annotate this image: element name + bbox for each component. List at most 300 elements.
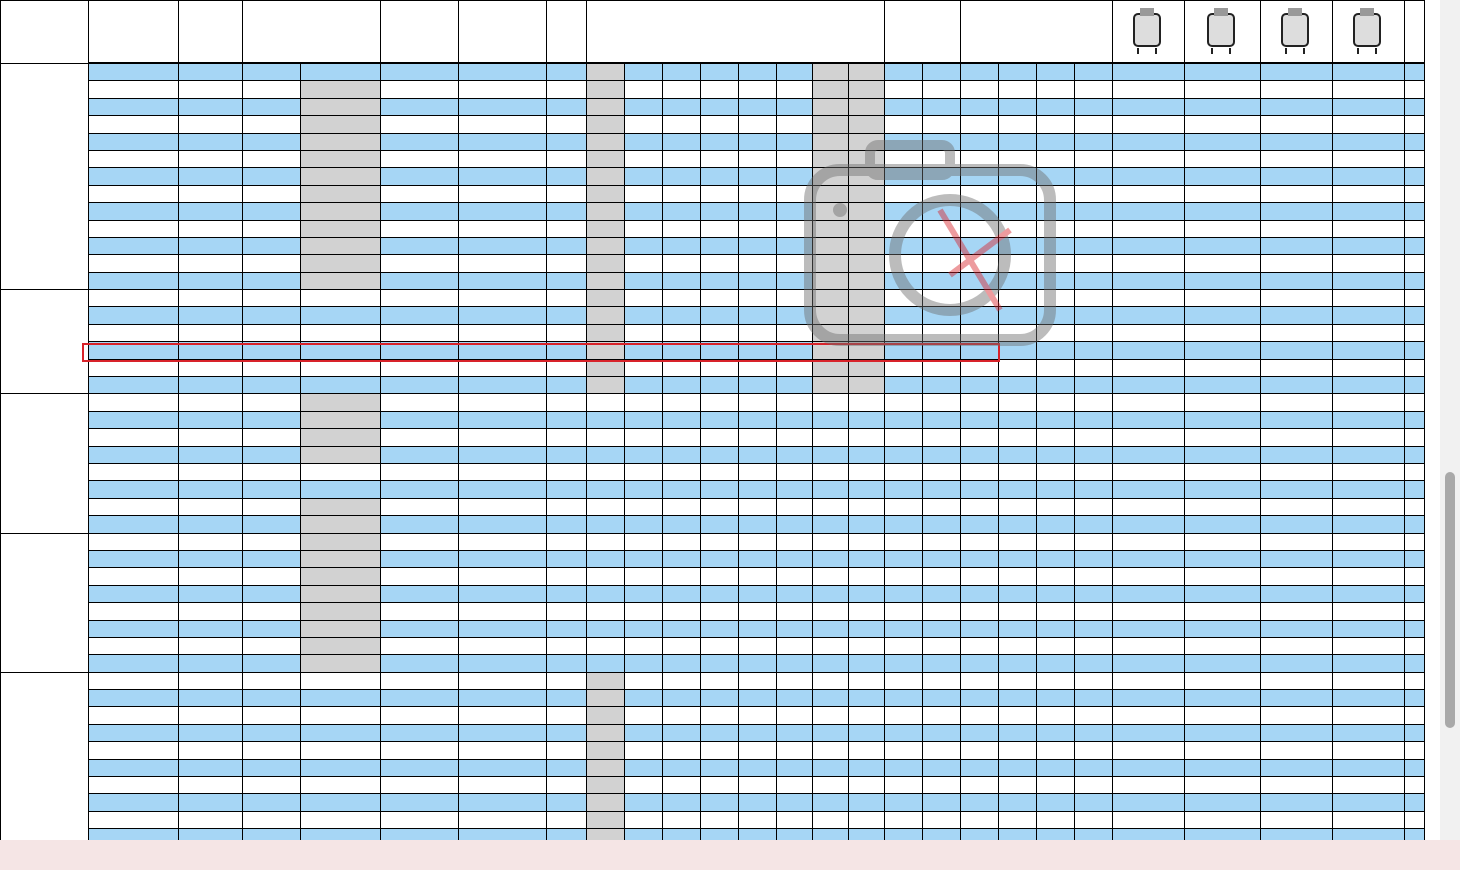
table-cell xyxy=(701,237,739,254)
table-cell xyxy=(381,446,459,463)
table-cell xyxy=(243,811,301,828)
table-cell xyxy=(701,220,739,237)
table-cell xyxy=(243,516,301,533)
table-row xyxy=(1,637,1425,654)
table-cell xyxy=(923,655,961,672)
table-cell xyxy=(243,133,301,150)
table-row xyxy=(1,133,1425,150)
table-cell xyxy=(1333,185,1405,202)
table-cell xyxy=(701,585,739,602)
table-cell xyxy=(1185,359,1261,376)
table-cell xyxy=(1333,672,1405,689)
table-cell xyxy=(625,759,663,776)
table-cell xyxy=(1261,759,1333,776)
table-cell xyxy=(625,133,663,150)
table-cell xyxy=(663,64,701,81)
table-cell xyxy=(587,811,625,828)
table-cell xyxy=(1037,290,1075,307)
table-cell xyxy=(777,585,813,602)
table-cell xyxy=(1405,429,1425,446)
table-cell xyxy=(1333,411,1405,428)
table-cell xyxy=(923,690,961,707)
table-cell xyxy=(459,620,547,637)
hdr-blank xyxy=(547,1,587,63)
table-cell xyxy=(923,550,961,567)
table-cell xyxy=(1185,150,1261,167)
table-row xyxy=(1,516,1425,533)
table-cell xyxy=(1333,394,1405,411)
table-cell xyxy=(1333,377,1405,394)
table-cell xyxy=(547,290,587,307)
table-cell xyxy=(849,377,885,394)
table-cell xyxy=(849,237,885,254)
table-cell xyxy=(777,811,813,828)
table-cell xyxy=(961,777,999,794)
table-cell xyxy=(547,377,587,394)
hdr-blank xyxy=(179,1,243,63)
table-cell xyxy=(999,342,1037,359)
table-cell xyxy=(885,498,923,515)
table-cell xyxy=(547,533,587,550)
table-cell xyxy=(301,98,381,115)
table-cell xyxy=(1113,429,1185,446)
table-cell xyxy=(813,533,849,550)
table-cell xyxy=(547,585,587,602)
table-cell xyxy=(1113,742,1185,759)
table-cell xyxy=(885,585,923,602)
table-cell xyxy=(587,150,625,167)
table-cell xyxy=(587,742,625,759)
table-cell xyxy=(961,307,999,324)
table-cell xyxy=(1113,655,1185,672)
footer-bar xyxy=(0,840,1460,870)
table-cell xyxy=(1333,498,1405,515)
table-cell xyxy=(739,585,777,602)
table-cell xyxy=(625,603,663,620)
table-cell xyxy=(777,777,813,794)
table-cell xyxy=(739,394,777,411)
table-cell xyxy=(1185,724,1261,741)
table-cell xyxy=(625,429,663,446)
model-cell xyxy=(89,498,179,515)
table-cell xyxy=(1075,359,1113,376)
hdr-icon-cell xyxy=(1113,1,1185,63)
table-cell xyxy=(1405,777,1425,794)
table-cell xyxy=(301,307,381,324)
table-cell xyxy=(923,150,961,167)
hdr-blank xyxy=(459,1,547,63)
table-cell xyxy=(179,64,243,81)
table-cell xyxy=(1113,707,1185,724)
table-cell xyxy=(587,394,625,411)
table-cell xyxy=(849,637,885,654)
table-cell xyxy=(459,98,547,115)
table-cell xyxy=(961,342,999,359)
table-cell xyxy=(777,116,813,133)
table-cell xyxy=(1113,724,1185,741)
table-cell xyxy=(381,342,459,359)
table-cell xyxy=(1075,133,1113,150)
table-cell xyxy=(381,429,459,446)
table-cell xyxy=(179,516,243,533)
table-cell xyxy=(459,777,547,794)
table-cell xyxy=(179,116,243,133)
table-cell xyxy=(1037,272,1075,289)
table-cell xyxy=(243,203,301,220)
table-cell xyxy=(849,794,885,811)
table-cell xyxy=(547,707,587,724)
table-cell xyxy=(1405,603,1425,620)
table-cell xyxy=(961,533,999,550)
table-cell xyxy=(777,185,813,202)
table-cell xyxy=(1333,585,1405,602)
table-cell xyxy=(961,481,999,498)
table-cell xyxy=(701,394,739,411)
table-cell xyxy=(813,133,849,150)
table-cell xyxy=(547,324,587,341)
table-cell xyxy=(777,463,813,480)
table-cell xyxy=(701,446,739,463)
table-cell xyxy=(381,794,459,811)
table-cell xyxy=(587,498,625,515)
table-cell xyxy=(923,446,961,463)
table-cell xyxy=(885,603,923,620)
table-cell xyxy=(1185,603,1261,620)
table-cell xyxy=(1261,272,1333,289)
table-cell xyxy=(961,272,999,289)
table-cell xyxy=(923,81,961,98)
model-cell xyxy=(89,342,179,359)
table-cell xyxy=(1037,411,1075,428)
table-cell xyxy=(459,64,547,81)
ext-temp-header xyxy=(243,1,381,63)
table-cell xyxy=(777,220,813,237)
table-cell xyxy=(179,603,243,620)
table-cell xyxy=(739,603,777,620)
table-cell xyxy=(777,324,813,341)
table-cell xyxy=(663,220,701,237)
table-cell xyxy=(999,585,1037,602)
table-cell xyxy=(1113,777,1185,794)
table-cell xyxy=(849,463,885,480)
table-cell xyxy=(301,116,381,133)
model-cell xyxy=(89,568,179,585)
table-cell xyxy=(923,394,961,411)
table-cell xyxy=(179,620,243,637)
table-cell xyxy=(701,81,739,98)
table-cell xyxy=(243,394,301,411)
table-cell xyxy=(663,672,701,689)
table-cell xyxy=(381,533,459,550)
model-cell xyxy=(89,220,179,237)
table-cell xyxy=(701,342,739,359)
vertical-scrollbar[interactable] xyxy=(1440,0,1460,870)
table-cell xyxy=(1113,324,1185,341)
table-cell xyxy=(663,516,701,533)
table-cell xyxy=(459,533,547,550)
table-cell xyxy=(885,724,923,741)
table-cell xyxy=(381,133,459,150)
table-cell xyxy=(777,603,813,620)
table-cell xyxy=(243,220,301,237)
table-cell xyxy=(1405,411,1425,428)
table-cell xyxy=(301,777,381,794)
table-cell xyxy=(961,98,999,115)
table-cell xyxy=(547,411,587,428)
table-cell xyxy=(1037,324,1075,341)
table-cell xyxy=(547,203,587,220)
table-cell xyxy=(885,446,923,463)
table-cell xyxy=(381,394,459,411)
table-cell xyxy=(459,272,547,289)
table-cell xyxy=(1405,672,1425,689)
table-row xyxy=(1,116,1425,133)
table-cell xyxy=(885,81,923,98)
table-cell xyxy=(1113,481,1185,498)
table-cell xyxy=(179,550,243,567)
table-cell xyxy=(1113,603,1185,620)
table-cell xyxy=(663,811,701,828)
table-cell xyxy=(547,237,587,254)
table-cell xyxy=(777,446,813,463)
table-cell xyxy=(587,168,625,185)
table-cell xyxy=(1333,64,1405,81)
table-cell xyxy=(663,742,701,759)
table-cell xyxy=(1113,168,1185,185)
table-cell xyxy=(547,655,587,672)
table-cell xyxy=(459,568,547,585)
table-cell xyxy=(1405,463,1425,480)
table-cell xyxy=(1037,742,1075,759)
table-cell xyxy=(1185,498,1261,515)
table-cell xyxy=(625,655,663,672)
table-cell xyxy=(1405,133,1425,150)
table-cell xyxy=(813,777,849,794)
table-row xyxy=(1,394,1425,411)
table-cell xyxy=(999,307,1037,324)
table-cell xyxy=(1037,81,1075,98)
table-cell xyxy=(849,533,885,550)
table-cell xyxy=(663,133,701,150)
table-cell xyxy=(1037,429,1075,446)
model-cell xyxy=(89,620,179,637)
table-cell xyxy=(301,724,381,741)
table-cell xyxy=(923,811,961,828)
table-cell xyxy=(923,203,961,220)
table-cell xyxy=(243,724,301,741)
table-cell xyxy=(1405,794,1425,811)
table-cell xyxy=(1333,272,1405,289)
hdr-blank xyxy=(1405,1,1425,63)
table-cell xyxy=(1037,620,1075,637)
table-cell xyxy=(1405,637,1425,654)
table-cell xyxy=(739,550,777,567)
table-cell xyxy=(1333,463,1405,480)
table-cell xyxy=(663,237,701,254)
table-cell xyxy=(813,811,849,828)
table-cell xyxy=(1113,759,1185,776)
table-cell xyxy=(1075,272,1113,289)
table-cell xyxy=(777,429,813,446)
table-cell xyxy=(301,463,381,480)
table-cell xyxy=(739,185,777,202)
table-cell xyxy=(739,811,777,828)
table-cell xyxy=(547,272,587,289)
model-cell xyxy=(89,185,179,202)
table-cell xyxy=(849,603,885,620)
table-cell xyxy=(1333,290,1405,307)
table-cell xyxy=(243,603,301,620)
table-cell xyxy=(777,377,813,394)
table-cell xyxy=(547,672,587,689)
table-cell xyxy=(777,359,813,376)
table-cell xyxy=(1261,620,1333,637)
table-cell xyxy=(1261,168,1333,185)
table-cell xyxy=(1075,81,1113,98)
model-cell xyxy=(89,81,179,98)
table-cell xyxy=(849,324,885,341)
table-cell xyxy=(243,116,301,133)
table-cell xyxy=(1075,394,1113,411)
table-cell xyxy=(1075,550,1113,567)
table-cell xyxy=(1333,811,1405,828)
table-cell xyxy=(301,481,381,498)
table-cell xyxy=(923,237,961,254)
table-cell xyxy=(1037,550,1075,567)
table-cell xyxy=(179,690,243,707)
table-cell xyxy=(179,794,243,811)
table-cell xyxy=(1113,81,1185,98)
table-cell xyxy=(587,724,625,741)
table-cell xyxy=(1185,516,1261,533)
table-row xyxy=(1,759,1425,776)
table-cell xyxy=(849,411,885,428)
table-cell xyxy=(1333,307,1405,324)
table-cell xyxy=(1037,133,1075,150)
table-cell xyxy=(1037,446,1075,463)
table-cell xyxy=(547,307,587,324)
model-cell xyxy=(89,411,179,428)
table-row xyxy=(1,342,1425,359)
table-cell xyxy=(663,446,701,463)
table-cell xyxy=(739,690,777,707)
table-cell xyxy=(885,133,923,150)
table-cell xyxy=(663,533,701,550)
table-cell xyxy=(739,411,777,428)
table-cell xyxy=(663,568,701,585)
table-row xyxy=(1,64,1425,81)
table-cell xyxy=(813,429,849,446)
table-cell xyxy=(1185,411,1261,428)
table-cell xyxy=(701,742,739,759)
table-cell xyxy=(1405,394,1425,411)
table-cell xyxy=(1333,429,1405,446)
table-cell xyxy=(885,690,923,707)
refrigerant-group-label xyxy=(1,394,89,533)
table-cell xyxy=(1333,690,1405,707)
table-cell xyxy=(301,533,381,550)
table-row xyxy=(1,324,1425,341)
table-cell xyxy=(459,603,547,620)
table-cell xyxy=(1075,481,1113,498)
table-cell xyxy=(777,620,813,637)
table-cell xyxy=(813,394,849,411)
table-cell xyxy=(1261,64,1333,81)
table-cell xyxy=(777,742,813,759)
table-cell xyxy=(1185,342,1261,359)
table-cell xyxy=(381,150,459,167)
table-cell xyxy=(625,533,663,550)
model-cell xyxy=(89,794,179,811)
table-cell xyxy=(923,411,961,428)
table-cell xyxy=(1075,603,1113,620)
table-cell xyxy=(813,150,849,167)
table-cell xyxy=(301,185,381,202)
table-cell xyxy=(301,394,381,411)
table-cell xyxy=(777,81,813,98)
table-cell xyxy=(459,742,547,759)
table-cell xyxy=(1075,568,1113,585)
table-cell xyxy=(547,64,587,81)
table-cell xyxy=(301,672,381,689)
table-cell xyxy=(625,550,663,567)
scrollbar-thumb[interactable] xyxy=(1445,472,1455,728)
table-cell xyxy=(961,742,999,759)
table-cell xyxy=(1405,568,1425,585)
table-cell xyxy=(813,324,849,341)
table-cell xyxy=(243,463,301,480)
table-cell xyxy=(739,220,777,237)
table-cell xyxy=(301,585,381,602)
model-cell xyxy=(89,759,179,776)
table-row xyxy=(1,220,1425,237)
table-cell xyxy=(1037,516,1075,533)
table-cell xyxy=(923,533,961,550)
table-cell xyxy=(1405,116,1425,133)
table-cell xyxy=(1405,220,1425,237)
table-cell xyxy=(1075,777,1113,794)
table-cell xyxy=(923,359,961,376)
table-cell xyxy=(179,359,243,376)
model-cell xyxy=(89,707,179,724)
table-cell xyxy=(849,150,885,167)
thermal-protector-icon xyxy=(1200,4,1246,56)
table-cell xyxy=(961,603,999,620)
table-cell xyxy=(179,394,243,411)
table-cell xyxy=(1075,324,1113,341)
table-cell xyxy=(1075,794,1113,811)
table-cell xyxy=(663,150,701,167)
table-cell xyxy=(381,307,459,324)
table-cell xyxy=(923,672,961,689)
table-cell xyxy=(1261,463,1333,480)
table-cell xyxy=(663,290,701,307)
table-cell xyxy=(849,290,885,307)
table-cell xyxy=(1333,550,1405,567)
table-cell xyxy=(999,411,1037,428)
table-cell xyxy=(459,237,547,254)
table-cell xyxy=(813,255,849,272)
table-cell xyxy=(381,185,459,202)
table-cell xyxy=(243,342,301,359)
table-cell xyxy=(1333,168,1405,185)
table-cell xyxy=(663,342,701,359)
table-cell xyxy=(1113,237,1185,254)
table-cell xyxy=(587,672,625,689)
table-cell xyxy=(1333,98,1405,115)
table-cell xyxy=(381,742,459,759)
table-cell xyxy=(813,516,849,533)
